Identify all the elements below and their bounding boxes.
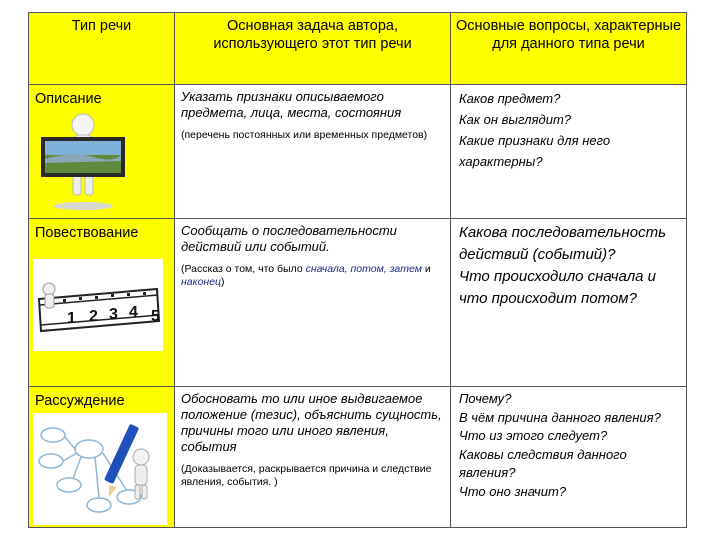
- questions-cell: [451, 219, 687, 387]
- note-part: и: [421, 263, 431, 275]
- question-item: Что происходило сначала и что происходит потом?: [459, 268, 657, 307]
- type-cell: [29, 85, 175, 219]
- strip-number: 5: [151, 308, 160, 325]
- figure-holding-picture-icon: [33, 111, 133, 211]
- task-note: [175, 255, 450, 289]
- header-task: Основная задача автора, использующего этот тип речи: [175, 13, 451, 85]
- task-text: Сообщать о последовательности действий или событий.: [181, 223, 397, 254]
- figure-with-pencil-mindmap-icon: [33, 413, 167, 525]
- task-cell: [175, 85, 451, 219]
- type-label: Рассуждение: [35, 393, 125, 409]
- type-label: Описание: [35, 91, 102, 107]
- type-label: Повествование: [35, 225, 139, 241]
- task-cell: [175, 219, 451, 387]
- question-item: Каков предмет?: [459, 91, 561, 106]
- task-cell: [175, 387, 451, 528]
- question-item: В чём причина данного явления?: [459, 409, 661, 425]
- type-cell: [29, 387, 175, 528]
- question-item: Каковы следствия данного явления?: [459, 446, 627, 480]
- strip-number: 3: [109, 306, 118, 323]
- note-part: ): [221, 276, 225, 288]
- header-type: Тип речи: [29, 13, 175, 85]
- strip-number: 2: [89, 308, 98, 325]
- header-questions: Основные вопросы, характерные для данного типа речи: [451, 13, 687, 85]
- questions-cell: [451, 387, 687, 528]
- task-note: (перечень постоянных или временных предметов): [181, 129, 428, 141]
- question-item: Какова последовательность действий (событий)?: [459, 224, 666, 263]
- strip-number: 1: [67, 310, 76, 327]
- table-row: [29, 387, 687, 528]
- question-item: Какие признаки для него характерны?: [459, 133, 611, 169]
- speech-types-table: [28, 12, 687, 528]
- question-item: Что оно значит?: [459, 483, 567, 499]
- task-text: Обосновать то или иное выдвигаемое положение (тезис), объяснить сущность, причины того или иного явления, события: [181, 391, 442, 454]
- task-text: Указать признаки описываемого предмета, лица, места, состояния: [181, 89, 402, 120]
- numbered-film-strip-icon: [33, 259, 163, 351]
- question-item: Как он выглядит?: [459, 112, 572, 127]
- header-row: [29, 13, 687, 85]
- question-item: Что из этого следует?: [459, 428, 608, 443]
- task-note: (Доказывается, раскрывается причина и следствие явления, события. ): [181, 463, 432, 488]
- strip-number: 4: [129, 304, 138, 321]
- questions-cell: [451, 85, 687, 219]
- question-item: Почему?: [459, 391, 512, 406]
- type-cell: [29, 219, 175, 387]
- table-row: [29, 219, 687, 387]
- note-highlight: наконец: [181, 276, 222, 288]
- note-part: (Рассказ о том, что было: [181, 263, 306, 275]
- table-row: [29, 85, 687, 219]
- note-highlight: сначала, потом, затем: [305, 263, 422, 275]
